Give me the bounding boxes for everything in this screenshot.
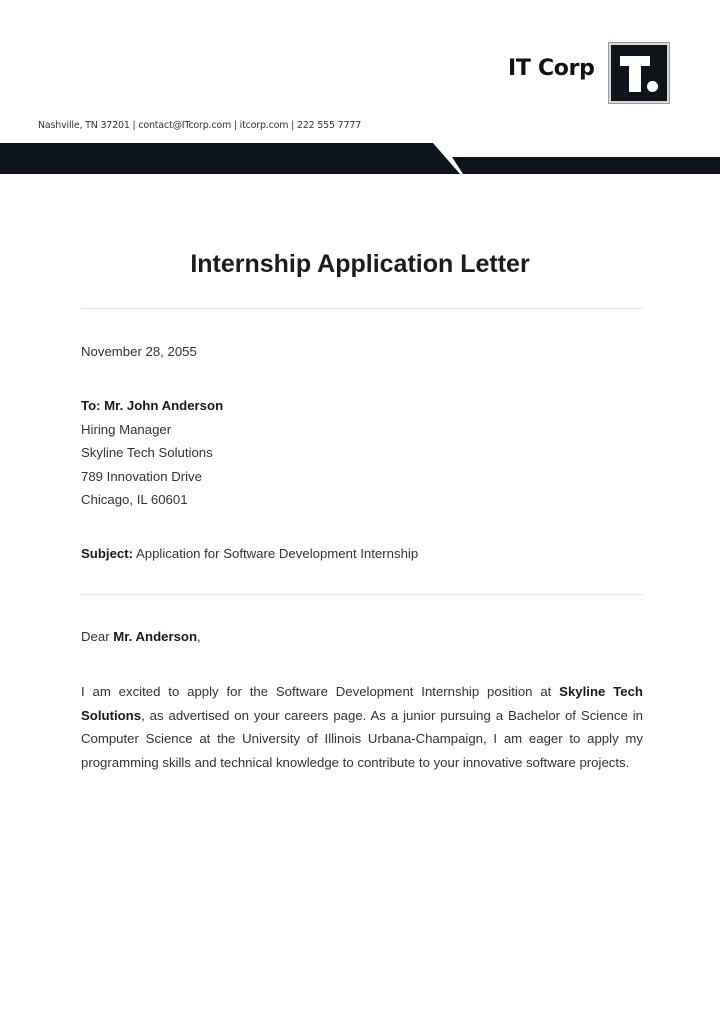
- logo-t-stem: [629, 56, 641, 92]
- subject-text: Application for Software Development Internship: [135, 546, 419, 561]
- body-text-part1: I am excited to apply for the Software Development Internship position at: [81, 684, 552, 699]
- letter-date: November 28, 2055: [81, 344, 197, 359]
- body-paragraph-1: [81, 680, 643, 774]
- subject-divider: [81, 594, 643, 595]
- header-band-right: [452, 157, 720, 174]
- contact-line: Nashville, TN 37201 | contact@ITcorp.com | itcorp.com | 222 555 7777: [38, 120, 362, 131]
- logo-dot: [647, 81, 658, 92]
- recipient-street: 789 Innovation Drive: [81, 468, 202, 484]
- document-title: Internship Application Letter: [190, 250, 530, 278]
- company-logo-icon: [609, 43, 669, 103]
- recipient-block: [81, 394, 223, 512]
- recipient-title: Hiring Manager: [81, 421, 172, 437]
- salutation: [81, 625, 201, 649]
- subject-line: [81, 542, 418, 566]
- salutation-suffix: ,: [197, 629, 201, 644]
- subject-label: Subject:: [81, 546, 134, 561]
- brand-name: IT Corp: [508, 56, 595, 81]
- title-divider: [81, 308, 643, 309]
- salutation-name: Mr. Anderson: [113, 629, 198, 644]
- body-company-name: Skyline Tech Solutions: [81, 684, 643, 723]
- body-text-part2: , as advertised on your careers page. As a junior pursuing a Bachelor of Science in Computer Science at the University of Illinois Urbana-Champaign, I am eager to apply my programming skills and technical knowledge to contribute to your innovative software projects.: [81, 707, 643, 770]
- recipient-to-line: To: Mr. John Anderson: [81, 398, 224, 413]
- recipient-company: Skyline Tech Solutions: [81, 445, 213, 460]
- salutation-prefix: Dear: [81, 629, 110, 644]
- header-band-left: [0, 143, 460, 174]
- recipient-city: Chicago, IL 60601: [81, 492, 188, 507]
